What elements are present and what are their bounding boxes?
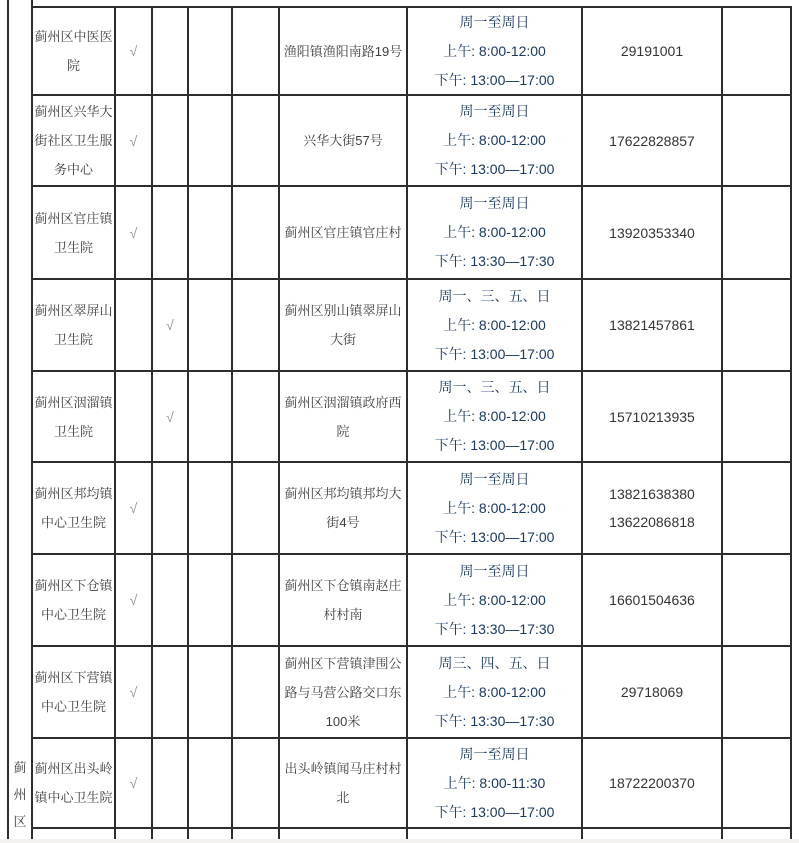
checkmark-icon: √ [129,775,138,791]
hours-cell [408,739,583,829]
hours-days: 周一至周日 [459,195,530,211]
facility-address: 蓟州区下仓镇南赵庄村村南 [284,578,402,622]
check-cell [153,8,189,96]
table-row [33,8,792,96]
checkmark-icon: √ [129,224,138,241]
checkmark-icon: √ [129,592,138,608]
check-cell [233,555,280,647]
address-cell [280,372,408,463]
facility-name-cell [33,187,116,280]
check-cell [233,187,280,280]
facility-address: 蓟州区下营镇津围公路与马营公路交口东100米 [284,655,402,729]
hours-days: 周一、三、五、日 [438,287,551,304]
check-cell [189,96,233,187]
hours-morning: 上午: 8:00-12:00 [443,316,546,333]
facility-name: 蓟州区官庄镇卫生院 [34,210,113,255]
hours-morning: 上午: 8:00-12:00 [443,132,546,148]
check-cell [116,647,153,739]
hours-afternoon: 下午: 13:00—17:00 [434,345,555,362]
checkmark-icon: √ [166,317,174,333]
check-cell [153,555,189,647]
phone-cell [583,96,723,187]
table-row [33,372,792,463]
phone-cell [583,187,723,280]
facility-name: 蓟州区下营镇中心卫生院 [34,670,113,714]
phone-number: 29718069 [620,684,684,700]
facility-name-cell [33,647,116,739]
hours-afternoon: 下午: 13:00—17:00 [434,437,555,453]
hours-afternoon: 下午: 13:30—17:30 [434,712,555,729]
address-cell [280,280,408,372]
table-top-border [33,0,792,8]
facility-address: 蓟州区别山镇翠屏山大街 [284,303,402,347]
hours-afternoon: 下午: 13:30—17:30 [434,620,555,637]
empty-cell [723,555,792,647]
hours-afternoon: 下午: 13:00—17:00 [434,528,555,545]
phone-number: 13920353340 [609,224,695,241]
address-cell [280,739,408,829]
district-cell [7,0,33,843]
facility-name: 蓟州区翠屏山卫生院 [34,303,113,347]
table-row [33,555,792,647]
check-cell [189,8,233,96]
check-cell [189,555,233,647]
empty-cell [723,96,792,187]
phone-number: 13622086818 [609,514,695,530]
hours-cell [408,463,583,555]
empty-cell [723,280,792,372]
check-cell [153,187,189,280]
phone-number: 29191001 [620,43,684,59]
check-cell [116,187,153,280]
check-cell [233,463,280,555]
table-row [33,187,792,280]
check-cell [233,739,280,829]
hours-morning: 上午: 8:00-12:00 [443,591,546,608]
facility-name: 蓟州区下仓镇中心卫生院 [34,578,113,622]
check-cell [116,96,153,187]
hours-days: 周一、三、五、日 [438,379,551,395]
hours-cell [408,280,583,372]
hours-morning: 上午: 8:00-12:00 [443,42,546,59]
check-cell [189,463,233,555]
check-cell [116,8,153,96]
facility-address: 渔阳镇渔阳南路19号 [283,43,403,59]
check-cell [116,555,153,647]
hours-afternoon: 下午: 13:30—17:30 [434,253,555,269]
table-row [33,96,792,187]
hours-cell [408,647,583,739]
phone-cell [583,739,723,829]
facility-name-cell [33,372,116,463]
facility-name-cell [33,8,116,96]
table-row [33,647,792,739]
empty-cell [723,647,792,739]
facility-name: 蓟州区出头岭镇中心卫生院 [34,761,113,805]
hours-days: 周一至周日 [459,470,530,487]
hours-morning: 上午: 8:00-12:00 [443,224,546,240]
checkmark-icon: √ [129,500,138,516]
check-cell [153,463,189,555]
address-cell [280,8,408,96]
district-label-char: 州 [13,787,27,802]
district-label-char: 区 [13,814,27,829]
hours-afternoon: 下午: 13:00—17:00 [434,161,555,177]
check-cell [189,187,233,280]
hours-morning: 上午: 8:00-12:00 [443,408,546,424]
phone-number: 15710213935 [609,408,695,425]
phone-number: 18722200370 [609,775,695,791]
checkmark-icon: √ [129,43,138,59]
facility-name: 蓟州区中医医院 [34,29,113,73]
phone-cell [583,8,723,96]
address-cell [280,96,408,187]
check-cell [233,647,280,739]
hours-days: 周一至周日 [459,103,530,119]
check-cell [233,96,280,187]
hours-afternoon: 下午: 13:00—17:00 [434,71,555,88]
facility-name: 蓟州区兴华大街社区卫生服务中心 [34,104,113,177]
facility-name-cell [33,739,116,829]
phone-cell [583,555,723,647]
facility-address: 兴华大街57号 [303,133,383,148]
phone-number: 13821457861 [609,317,695,333]
facility-name: 蓟州区洇溜镇卫生院 [34,394,113,439]
checkmark-icon: √ [166,408,174,425]
hours-morning: 上午: 8:00-11:30 [443,774,546,791]
phone-number: 16601504636 [609,592,695,608]
hours-cell [408,555,583,647]
hours-cell [408,372,583,463]
hours-afternoon: 下午: 13:00—17:00 [434,803,555,820]
hours-days: 周三、四、五、日 [438,654,551,671]
empty-cell [723,8,792,96]
check-cell [189,280,233,372]
check-cell [153,739,189,829]
phone-number: 13821638380 [609,486,695,502]
facility-name-cell [33,280,116,372]
check-cell [153,280,189,372]
check-cell [153,372,189,463]
facility-address: 出头岭镇闻马庄村村北 [284,761,402,805]
hours-cell [408,8,583,96]
check-cell [189,739,233,829]
district-label-char: 蓟 [13,760,27,775]
check-cell [233,372,280,463]
checkmark-icon: √ [129,684,138,700]
address-cell [280,463,408,555]
facility-name-cell [33,555,116,647]
phone-cell [583,280,723,372]
hours-morning: 上午: 8:00-12:00 [443,683,546,700]
check-cell [153,647,189,739]
address-cell [280,555,408,647]
hours-morning: 上午: 8:00-12:00 [443,499,546,516]
empty-cell [723,187,792,280]
hours-cell [408,96,583,187]
check-cell [189,647,233,739]
address-cell [280,647,408,739]
check-cell [116,280,153,372]
empty-cell [723,739,792,829]
facility-address: 蓟州区官庄镇官庄村 [284,225,402,240]
facility-address: 蓟州区洇溜镇政府西院 [284,394,402,439]
phone-number: 17622828857 [609,132,695,149]
check-cell [116,739,153,829]
table-body [33,0,792,843]
check-cell [189,372,233,463]
facility-name-cell [33,96,116,187]
check-cell [153,96,189,187]
address-cell [280,187,408,280]
facility-name-cell [33,463,116,555]
empty-cell [723,463,792,555]
table-row [33,739,792,829]
checkmark-icon: √ [129,132,138,149]
table-row [33,463,792,555]
check-cell [233,280,280,372]
hours-cell [408,187,583,280]
check-cell [116,372,153,463]
table-row [33,280,792,372]
hours-days: 周一至周日 [459,745,530,762]
facility-address: 蓟州区邦均镇邦均大街4号 [284,486,402,530]
hours-days: 周一至周日 [459,13,530,30]
hours-days: 周一至周日 [459,562,530,579]
empty-cell [723,372,792,463]
check-cell [116,463,153,555]
facility-name: 蓟州区邦均镇中心卫生院 [34,486,113,530]
check-cell [233,8,280,96]
bottom-edge-strip [0,839,799,843]
phone-cell [583,463,723,555]
phone-cell [583,372,723,463]
phone-cell [583,647,723,739]
